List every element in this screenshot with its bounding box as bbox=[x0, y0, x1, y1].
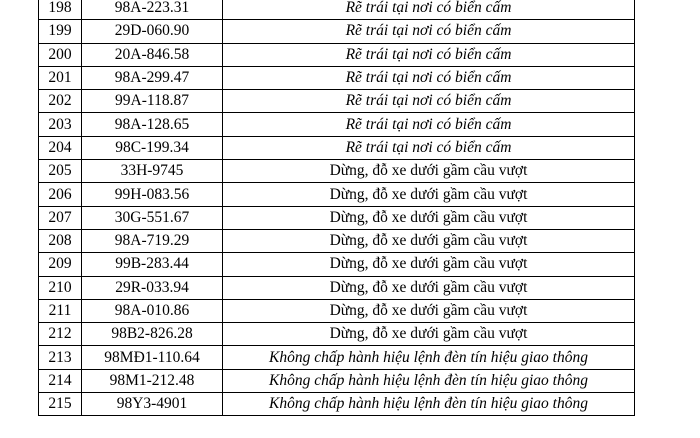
violation-cell: Dừng, đỗ xe dưới gầm cầu vượt bbox=[223, 206, 635, 229]
violation-cell: Rẽ trái tại nơi có biển cấm bbox=[223, 0, 635, 20]
violation-cell: Dừng, đỗ xe dưới gầm cầu vượt bbox=[223, 299, 635, 322]
violations-table-body bbox=[39, 0, 635, 416]
table-row bbox=[39, 229, 635, 252]
violation-cell: Dừng, đỗ xe dưới gầm cầu vượt bbox=[223, 160, 635, 183]
violation-cell: Không chấp hành hiệu lệnh đèn tín hiệu giao thông bbox=[223, 393, 635, 416]
row-number-cell: 204 bbox=[39, 136, 82, 159]
table-row bbox=[39, 253, 635, 276]
row-number-cell: 200 bbox=[39, 43, 82, 66]
violation-cell: Rẽ trái tại nơi có biển cấm bbox=[223, 66, 635, 89]
license-plate-cell: 33H-9745 bbox=[82, 160, 223, 183]
row-number-cell: 214 bbox=[39, 369, 82, 392]
license-plate-cell: 98M1-212.48 bbox=[82, 369, 223, 392]
table-row bbox=[39, 90, 635, 113]
violation-cell: Rẽ trái tại nơi có biển cấm bbox=[223, 113, 635, 136]
violation-cell: Không chấp hành hiệu lệnh đèn tín hiệu giao thông bbox=[223, 369, 635, 392]
license-plate-cell: 98A-719.29 bbox=[82, 229, 223, 252]
violation-cell: Rẽ trái tại nơi có biển cấm bbox=[223, 20, 635, 43]
license-plate-cell: 30G-551.67 bbox=[82, 206, 223, 229]
table-row bbox=[39, 136, 635, 159]
table-row bbox=[39, 183, 635, 206]
table-row bbox=[39, 206, 635, 229]
violation-cell: Rẽ trái tại nơi có biển cấm bbox=[223, 90, 635, 113]
violation-cell: Dừng, đỗ xe dưới gầm cầu vượt bbox=[223, 276, 635, 299]
row-number-cell: 210 bbox=[39, 276, 82, 299]
violations-table bbox=[38, 0, 635, 416]
violation-cell: Dừng, đỗ xe dưới gầm cầu vượt bbox=[223, 183, 635, 206]
row-number-cell: 208 bbox=[39, 229, 82, 252]
license-plate-cell: 98C-199.34 bbox=[82, 136, 223, 159]
table-row bbox=[39, 113, 635, 136]
license-plate-cell: 20A-846.58 bbox=[82, 43, 223, 66]
row-number-cell: 209 bbox=[39, 253, 82, 276]
license-plate-cell: 99H-083.56 bbox=[82, 183, 223, 206]
table-row bbox=[39, 323, 635, 346]
violation-cell: Không chấp hành hiệu lệnh đèn tín hiệu giao thông bbox=[223, 346, 635, 369]
violation-cell: Dừng, đỗ xe dưới gầm cầu vượt bbox=[223, 253, 635, 276]
row-number-cell: 205 bbox=[39, 160, 82, 183]
license-plate-cell: 98A-223.31 bbox=[82, 0, 223, 20]
table-row bbox=[39, 393, 635, 416]
table-row bbox=[39, 369, 635, 392]
table-row bbox=[39, 0, 635, 20]
row-number-cell: 203 bbox=[39, 113, 82, 136]
license-plate-cell: 98B2-826.28 bbox=[82, 323, 223, 346]
violation-cell: Rẽ trái tại nơi có biển cấm bbox=[223, 43, 635, 66]
violation-cell: Dừng, đỗ xe dưới gầm cầu vượt bbox=[223, 229, 635, 252]
row-number-cell: 215 bbox=[39, 393, 82, 416]
row-number-cell: 199 bbox=[39, 20, 82, 43]
table-row bbox=[39, 43, 635, 66]
row-number-cell: 206 bbox=[39, 183, 82, 206]
license-plate-cell: 29D-060.90 bbox=[82, 20, 223, 43]
violation-cell: Rẽ trái tại nơi có biển cấm bbox=[223, 136, 635, 159]
license-plate-cell: 29R-033.94 bbox=[82, 276, 223, 299]
row-number-cell: 198 bbox=[39, 0, 82, 20]
table-row bbox=[39, 299, 635, 322]
table-row bbox=[39, 20, 635, 43]
row-number-cell: 201 bbox=[39, 66, 82, 89]
table-row bbox=[39, 160, 635, 183]
row-number-cell: 202 bbox=[39, 90, 82, 113]
license-plate-cell: 99B-283.44 bbox=[82, 253, 223, 276]
license-plate-cell: 98MĐ1-110.64 bbox=[82, 346, 223, 369]
license-plate-cell: 98Y3-4901 bbox=[82, 393, 223, 416]
row-number-cell: 212 bbox=[39, 323, 82, 346]
row-number-cell: 213 bbox=[39, 346, 82, 369]
violation-cell: Dừng, đỗ xe dưới gầm cầu vượt bbox=[223, 323, 635, 346]
row-number-cell: 207 bbox=[39, 206, 82, 229]
table-row bbox=[39, 66, 635, 89]
table-row bbox=[39, 276, 635, 299]
row-number-cell: 211 bbox=[39, 299, 82, 322]
license-plate-cell: 99A-118.87 bbox=[82, 90, 223, 113]
license-plate-cell: 98A-010.86 bbox=[82, 299, 223, 322]
license-plate-cell: 98A-128.65 bbox=[82, 113, 223, 136]
table-row bbox=[39, 346, 635, 369]
license-plate-cell: 98A-299.47 bbox=[82, 66, 223, 89]
